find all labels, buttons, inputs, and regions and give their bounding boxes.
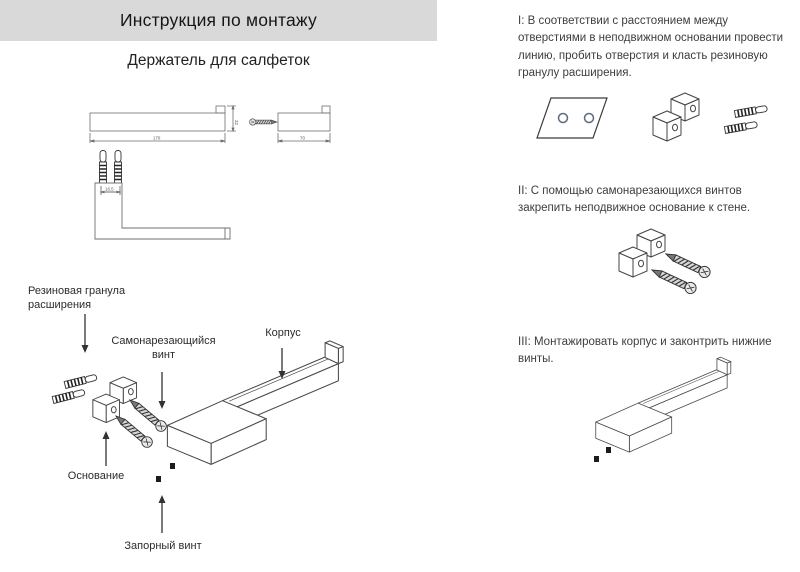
step-1-illustration	[525, 86, 793, 158]
dowel-icon	[724, 105, 767, 134]
product-name: Держатель для салфеток	[127, 52, 310, 69]
step-2-text: II: С помощью самонарезающихся винтов закрепить неподвижное основание к стене.	[518, 185, 751, 215]
dim-height: 32	[234, 120, 239, 125]
step-2-illustration	[608, 220, 743, 298]
label-set-screw: Запорный винт	[124, 540, 202, 552]
top-view-drawing	[76, 148, 238, 246]
header-band	[0, 0, 437, 41]
label-screw: Самонарезающийся винт	[111, 335, 216, 361]
dim-depth: 70	[300, 135, 305, 141]
dim-hole-spacing: 16.5	[105, 186, 114, 192]
base-icon	[619, 229, 665, 277]
label-dowel: Резиновая гранула расширения	[28, 285, 126, 311]
step-1-text: I: В соответствии с расстоянием между отверстиями в неподвижном основании провести линию, пробить отверстия и класть резиновую гранулу расширения.	[518, 15, 784, 79]
base-icon	[653, 93, 699, 141]
label-body: Корпус	[265, 327, 301, 339]
dowel-icon	[52, 374, 97, 404]
dim-length: 170	[153, 135, 161, 141]
holder-body-icon	[596, 357, 731, 452]
subtitle-wrap	[0, 52, 437, 70]
label-base: Основание	[67, 470, 125, 482]
wall-plate-icon	[537, 98, 607, 138]
page-title: Инструкция по монтажу	[120, 10, 317, 30]
step-3-text: III: Монтажировать корпус и законтрить нижние винты.	[518, 336, 772, 366]
screw-icon	[250, 119, 277, 125]
set-screw-icon	[156, 463, 175, 482]
dowel-icon	[100, 151, 122, 184]
dimension-drawing	[80, 96, 332, 150]
screw-icon	[650, 249, 712, 295]
set-screw-icon	[594, 447, 611, 462]
step-3-illustration	[575, 350, 770, 490]
